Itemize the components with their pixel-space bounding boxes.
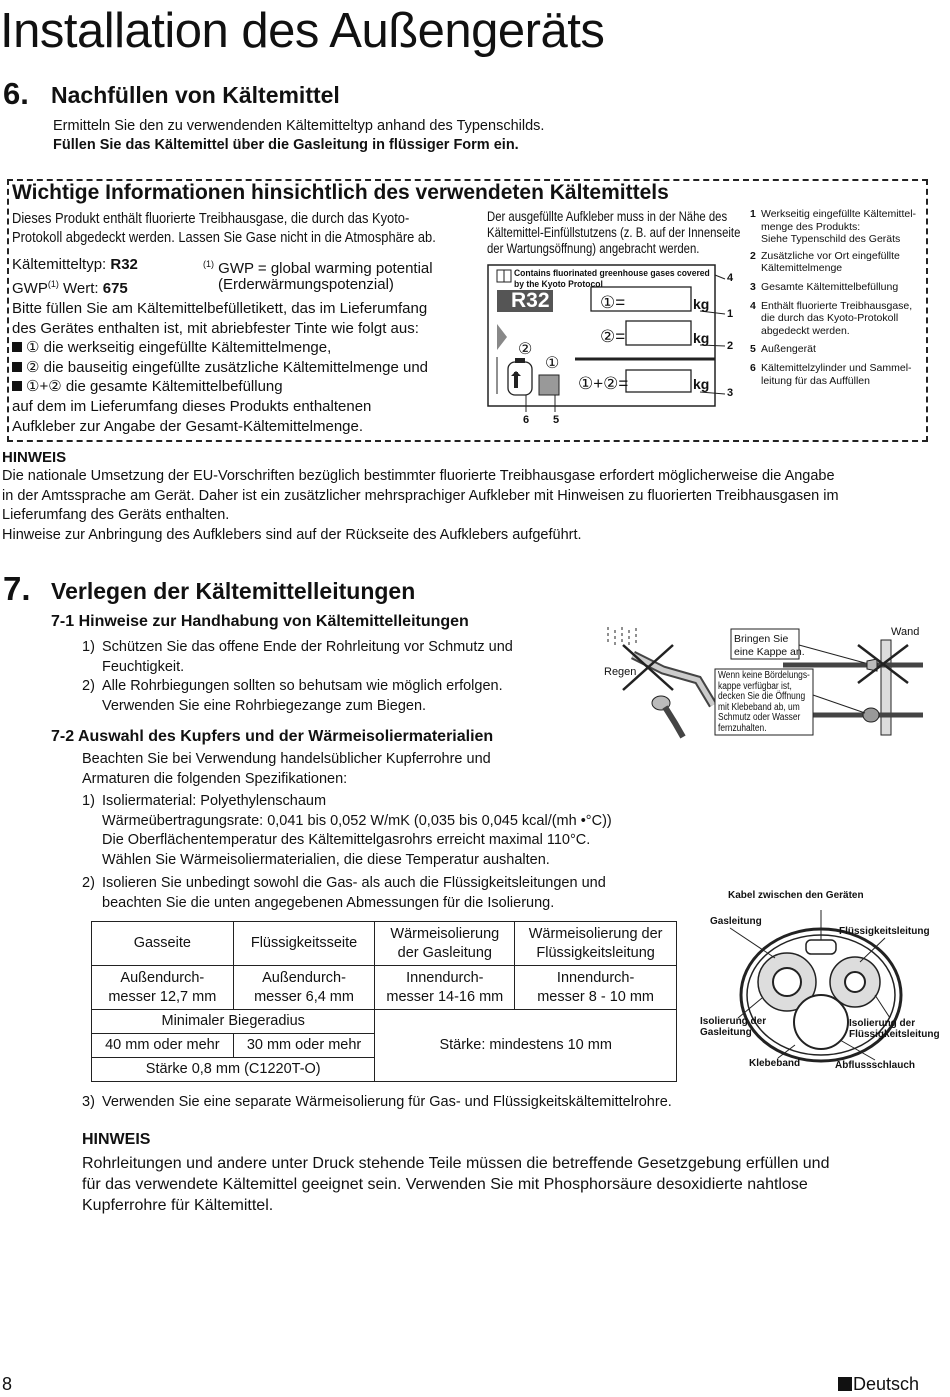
callout-1: 1 <box>727 308 734 320</box>
footnote-line-1: GWP = global warming potential <box>218 260 433 277</box>
cell-bend-radius: Minimaler Biegeradius <box>92 1010 375 1034</box>
language-square <box>838 1377 852 1391</box>
gwp-value-label: Wert: <box>58 280 103 297</box>
footnote-sup: (1) <box>203 259 214 269</box>
th-liquid-side: Flüssigkeitsseite <box>233 922 375 966</box>
cell-insulation-thickness: Stärke: mindestens 10 mm <box>375 1010 677 1082</box>
hinweis-2-text: Rohrleitungen und andere unter Druck stehende Teile müssen die betreffende Gesetzgebung erfüllen und für das verwendete Kältemittel geeignet sein. Verwenden Sie mit Phosphorsäure desoxidierte nahtlose Kupferrohre für Kältemittel. <box>82 1155 830 1214</box>
language-label: Deutsch <box>838 1374 919 1395</box>
label-regen: Regen <box>604 666 637 678</box>
refrigerant-type-value: R32 <box>110 256 138 273</box>
section-6-intro-1: Ermitteln Sie den zu verwendenden Kältemitteltyp anhand des Typenschilds. <box>53 118 545 134</box>
label-tape-note: Wenn keine Bördelungs- kappe verfügbar ist, decken Sie die Öffnung mit Klebeband ab, um Schmutz oder Wasser fernzuhalten. <box>718 670 810 734</box>
hinweis-1-title: HINWEIS <box>2 449 67 466</box>
label-gas-insulation: Isolierung der Gasleitung <box>700 1016 767 1038</box>
subsection-7-2-intro: Beachten Sie bei Verwendung handelsüblicher Kupferrohre und Armaturen die folgenden Spezifikationen: <box>82 751 491 787</box>
label-wand: Wand <box>891 626 920 638</box>
fill-line-4: Aufkleber zur Angabe der Gesamt-Kältemittelmenge. <box>12 417 364 435</box>
section-6-title: Nachfüllen von Kältemittel <box>51 82 340 108</box>
cell-bend-gas: 40 mm oder mehr <box>92 1034 234 1058</box>
callout-3: 3 <box>727 387 734 399</box>
gas-text-line-1: Dieses Produkt enthält fluorierte Treibhausgase, die durch das Kyoto- <box>12 210 410 227</box>
list-item-3: 3) Verwenden Sie eine separate Wärmeisolierung für Gas- und Flüssigkeitskältemittelrohre. <box>82 1094 672 1110</box>
fill-line-2: des Gerätes enthalten ist, mit abriebfester Tinte wie folgt aus: <box>12 319 419 337</box>
section-7-number: 7. <box>3 570 31 607</box>
label-liquid-insulation: Isolierung der Flüssigkeitsleitung <box>849 1018 940 1040</box>
label-drain-hose: Abflussschlauch <box>835 1060 916 1071</box>
hinweis-2-title: HINWEIS <box>82 1131 151 1148</box>
callout-6: 6 <box>523 414 530 426</box>
label-header: Contains fluorinated greenhouse gases covered by the Kyoto Protocol <box>514 268 710 290</box>
gas-text-line-2: Protokoll abgedeckt werden. Lassen Sie Gase nicht in die Atmosphäre ab. <box>12 229 436 246</box>
cell-liquid-id: Innendurch- messer 8 - 10 mm <box>515 966 677 1010</box>
page-title: Installation des Außengeräts <box>0 4 605 58</box>
gwp-sup: (1) <box>47 279 59 289</box>
section-6-intro-2: Füllen Sie das Kältemittel über die Gasleitung in flüssiger Form ein. <box>53 137 519 153</box>
cell-liquid-od: Außendurch- messer 6,4 mm <box>233 966 375 1010</box>
gwp-value <box>12 275 128 299</box>
label-mark-2: ② <box>518 341 533 358</box>
section-6-number: 6. <box>3 76 29 111</box>
subsection-7-2-list: 1) Isoliermaterial: Polyethylenschaum Wärmeübertragungsrate: 0,041 bis 0,052 W/mK (0,035 bis 0,045 kcal/(mh •°C)) Die Oberflächentemperatur des Kältemittelgasrohrs erreicht maximal 110°C. Wählen Sie Wärmeisoliermaterialien, die diese Temperatur aushalten. 2) Isolieren Sie unbedingt sowohl die Gas- als auch die Flüssigkeitsleitungen und beachten Sie die unten angegebenen Abmessungen für die Isolierung. <box>82 793 612 911</box>
cell-bend-liquid: 30 mm oder mehr <box>233 1034 375 1058</box>
fill-line-1: Bitte füllen Sie am Kältemittelbefülletikett, das im Lieferumfang <box>12 300 428 317</box>
legend-item-3: 3 Gesamte Kältemittelbefüllung <box>750 280 899 293</box>
label-r32: R32 <box>511 289 550 312</box>
fill-bullet-2: ② die bauseitig eingefüllte zusätzliche Kältemittelmenge und <box>12 358 428 378</box>
legend-item-6: 6 Kältemittelzylinder und Sammel- leitung für das Auffüllen <box>750 361 912 387</box>
cell-gas-id: Innendurch- messer 14-16 mm <box>375 966 515 1010</box>
sticker-note: Der ausgefüllte Aufkleber muss in der Nähe des Kältemittel-Einfüllstutzens (z. B. auf der Innenseite der Wartungsöffnung) angebracht werden. <box>487 209 741 256</box>
footnote-line-2: (Erderwärmungspotenzial) <box>218 276 394 293</box>
bullet-square <box>12 381 22 391</box>
legend-item-1: 1 Werkseitig eingefüllte Kältemittel- menge des Produkts: Siehe Typenschild des Geräts <box>750 208 917 246</box>
label-circle-12: ①+②= <box>578 374 629 393</box>
label-circle-1: ①= <box>600 293 626 312</box>
label-legend <box>750 208 920 387</box>
page-number: 8 <box>2 1374 13 1394</box>
label-cable: Kabel zwischen den Geräten <box>728 890 864 901</box>
bullet-square <box>12 362 22 372</box>
legend-item-2: 2 Zusätzliche vor Ort eingefüllte Kältemittelmenge <box>750 249 900 275</box>
bullet-square <box>12 342 22 352</box>
label-liquid-line: Flüssigkeitsleitung <box>839 926 930 937</box>
gas-text <box>12 209 436 247</box>
label-circle-2: ②= <box>600 327 626 346</box>
label-tape: Klebeband <box>749 1058 801 1069</box>
label-mark-1: ① <box>545 355 560 372</box>
legend-item-5: 5 Außengerät <box>750 343 816 356</box>
refrigerant-type-label: Kältemitteltyp: <box>12 256 111 273</box>
fill-bullet-1: ① die werkseitig eingefüllte Kältemittelmenge, <box>12 338 428 358</box>
label-gas-line: Gasleitung <box>710 916 762 927</box>
label-kg-2: kg <box>693 330 710 346</box>
gwp-value-number: 675 <box>102 280 128 297</box>
cell-pipe-thickness: Stärke 0,8 mm (C1220T-O) <box>92 1058 375 1082</box>
th-liquid-insulation: Wärmeisolierung der Flüssigkeitsleitung <box>515 922 677 966</box>
label-kg-3: kg <box>693 376 710 392</box>
important-box-title: Wichtige Informationen hinsichtlich des verwendeten Kältemittels <box>12 181 669 204</box>
subsection-7-1-list: 1) Schützen Sie das offene Ende der Rohrleitung vor Schmutz und Feuchtigkeit. 2) Alle Rohrbiegungen sollten so behutsam wie möglich erfolgen. Verwenden Sie eine Rohrbiegezange zum Biegen. <box>82 639 513 714</box>
legend-item-4: 4 Enthält fluorierte Treibhausgase, die durch das Kyoto-Protokoll abgedeckt werden. <box>750 299 913 337</box>
subsection-7-1-title: 7-1 Hinweise zur Handhabung von Kältemittelleitungen <box>51 613 469 630</box>
callout-2: 2 <box>727 340 734 352</box>
refrigerant-type <box>12 255 138 275</box>
subsection-7-2-title: 7-2 Auswahl des Kupfers und der Wärmeisoliermaterialien <box>51 728 494 745</box>
th-gas-side: Gasseite <box>92 922 234 966</box>
cell-gas-od: Außendurch- messer 12,7 mm <box>92 966 234 1010</box>
label-cap: Bringen Sie eine Kappe an. <box>734 633 805 658</box>
gwp-label: GWP <box>12 280 48 297</box>
fill-instructions <box>12 299 428 436</box>
th-gas-insulation: Wärmeisolierung der Gasleitung <box>375 922 515 966</box>
fill-bullet-3: ①+② die gesamte Kältemittelbefüllung <box>12 377 428 397</box>
hinweis-1-text: Die nationale Umsetzung der EU-Vorschriften bezüglich bestimmter fluorierte Treibhausgase erfordert möglicherweise die Angabe in der Amtssprache am Gerät. Daher ist ein zusätzlicher mehrsprachiger Aufkleber mit Hinweisen zu fluorierten Treibhausgasen im Lieferumfang des Geräts enthalten. Hinweise zur Anbringung des Aufklebers sind auf der Rückseite des Aufklebers aufgeführt. <box>2 468 839 543</box>
label-kg-1: kg <box>693 296 710 312</box>
callout-5: 5 <box>553 414 560 426</box>
section-7-title: Verlegen der Kältemittelleitungen <box>51 578 416 604</box>
fill-line-3: auf dem im Lieferumfang dieses Produkts enthaltenen <box>12 397 372 415</box>
callout-4: 4 <box>727 272 734 284</box>
insulation-spec-table <box>91 921 677 1082</box>
